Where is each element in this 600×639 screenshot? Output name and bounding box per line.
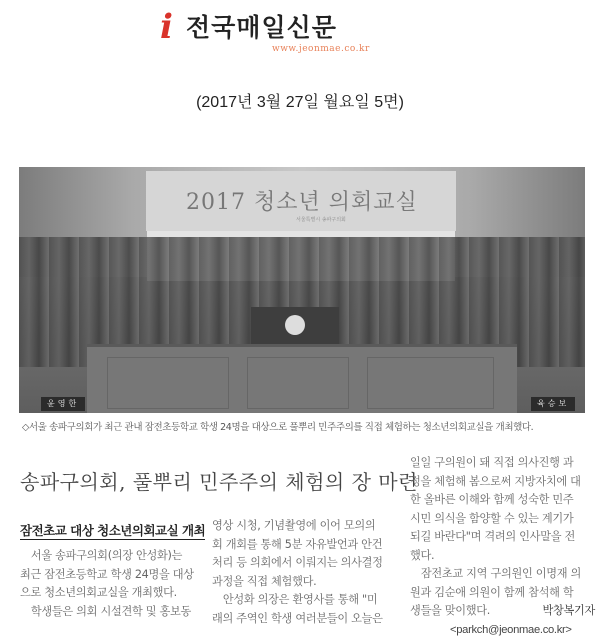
article-subheadline: 잠전초교 대상 청소년의회교실 개최 bbox=[20, 521, 205, 540]
nameplate-left: 윤영한 bbox=[41, 397, 85, 411]
body-line bbox=[410, 602, 595, 621]
article-column-1 bbox=[20, 547, 195, 621]
body-line: 회 개회를 통해 5분 자유발언과 안건 bbox=[212, 536, 402, 555]
body-line: 한 올바른 이해와 함께 성숙한 민주 bbox=[410, 491, 595, 510]
article-headline: 송파구의회, 풀뿌리 민주주의 체험의 장 마련 bbox=[20, 466, 418, 495]
body-line: 정을 체험해 봄으로써 지방자치에 대 bbox=[410, 473, 595, 492]
body-line: 했다. bbox=[410, 547, 595, 566]
body-line: 래의 주역인 학생 여러분들이 오늘은 bbox=[212, 610, 402, 629]
nameplate-right: 육승보 bbox=[531, 397, 575, 411]
body-line: 잠전초교 지역 구의원인 이명재 의 bbox=[410, 565, 595, 584]
body-line: 최근 잠전초등학교 학생 24명을 대상 bbox=[20, 566, 195, 585]
photo-caption: ◇서울 송파구의회가 최근 관내 잠전초등학교 학생 24명을 대상으로 풀뿌리 민주주의를 직접 체험하는 청소년의회교실을 개최했다. bbox=[22, 419, 533, 433]
article-photo bbox=[19, 167, 585, 413]
newspaper-url: www.jeonmae.co.kr bbox=[272, 44, 370, 54]
photo-podium bbox=[251, 307, 339, 347]
newspaper-name: 전국매일신문 bbox=[186, 14, 337, 42]
body-line: 처리 등 의회에서 이뤄지는 의사결정 bbox=[212, 554, 402, 573]
newspaper-masthead bbox=[160, 8, 420, 58]
dateline: (2017년 3월 27일 월요일 5면) bbox=[0, 89, 600, 112]
body-line: 영상 시청, 기념촬영에 이어 모의의 bbox=[212, 517, 402, 536]
body-line: 학생들은 의회 시설견학 및 홍보동 bbox=[20, 603, 195, 622]
body-line: 과정을 직접 체험했다. bbox=[212, 573, 402, 592]
body-line: 으로 청소년의회교실을 개최했다. bbox=[20, 584, 195, 603]
desk-panel bbox=[367, 357, 494, 409]
body-line: 일일 구의원이 돼 직접 의사진행 과 bbox=[410, 454, 595, 473]
body-line: 되길 바란다"며 격려의 인사말을 전 bbox=[410, 528, 595, 547]
article-column-2 bbox=[212, 517, 402, 628]
body-line: 시민 의식을 함양할 수 있는 계기가 bbox=[410, 510, 595, 529]
reporter-email: <parkch@jeonmae.co.kr> bbox=[410, 621, 595, 639]
logo-i-icon: i bbox=[160, 10, 173, 44]
byline: 박창복기자 bbox=[542, 602, 595, 621]
desk-panel bbox=[247, 357, 349, 409]
desk-panel bbox=[107, 357, 229, 409]
body-line: 서울 송파구의회(의장 안성화)는 bbox=[20, 547, 195, 566]
photo-council-desk bbox=[87, 344, 517, 413]
body-line: 원과 김순애 의원이 함께 참석해 학 bbox=[410, 584, 595, 603]
banner-title: 2017 청소년 의회교실 bbox=[186, 185, 418, 216]
body-line-text: 생들을 맞이했다. bbox=[410, 604, 490, 617]
photo-banner bbox=[146, 171, 456, 231]
podium-emblem-icon bbox=[285, 315, 305, 335]
banner-subtitle: 서울특별시 송파구의회 bbox=[296, 216, 346, 223]
article-column-3 bbox=[410, 454, 595, 639]
body-line: 안성화 의장은 환영사를 통해 "미 bbox=[212, 591, 402, 610]
